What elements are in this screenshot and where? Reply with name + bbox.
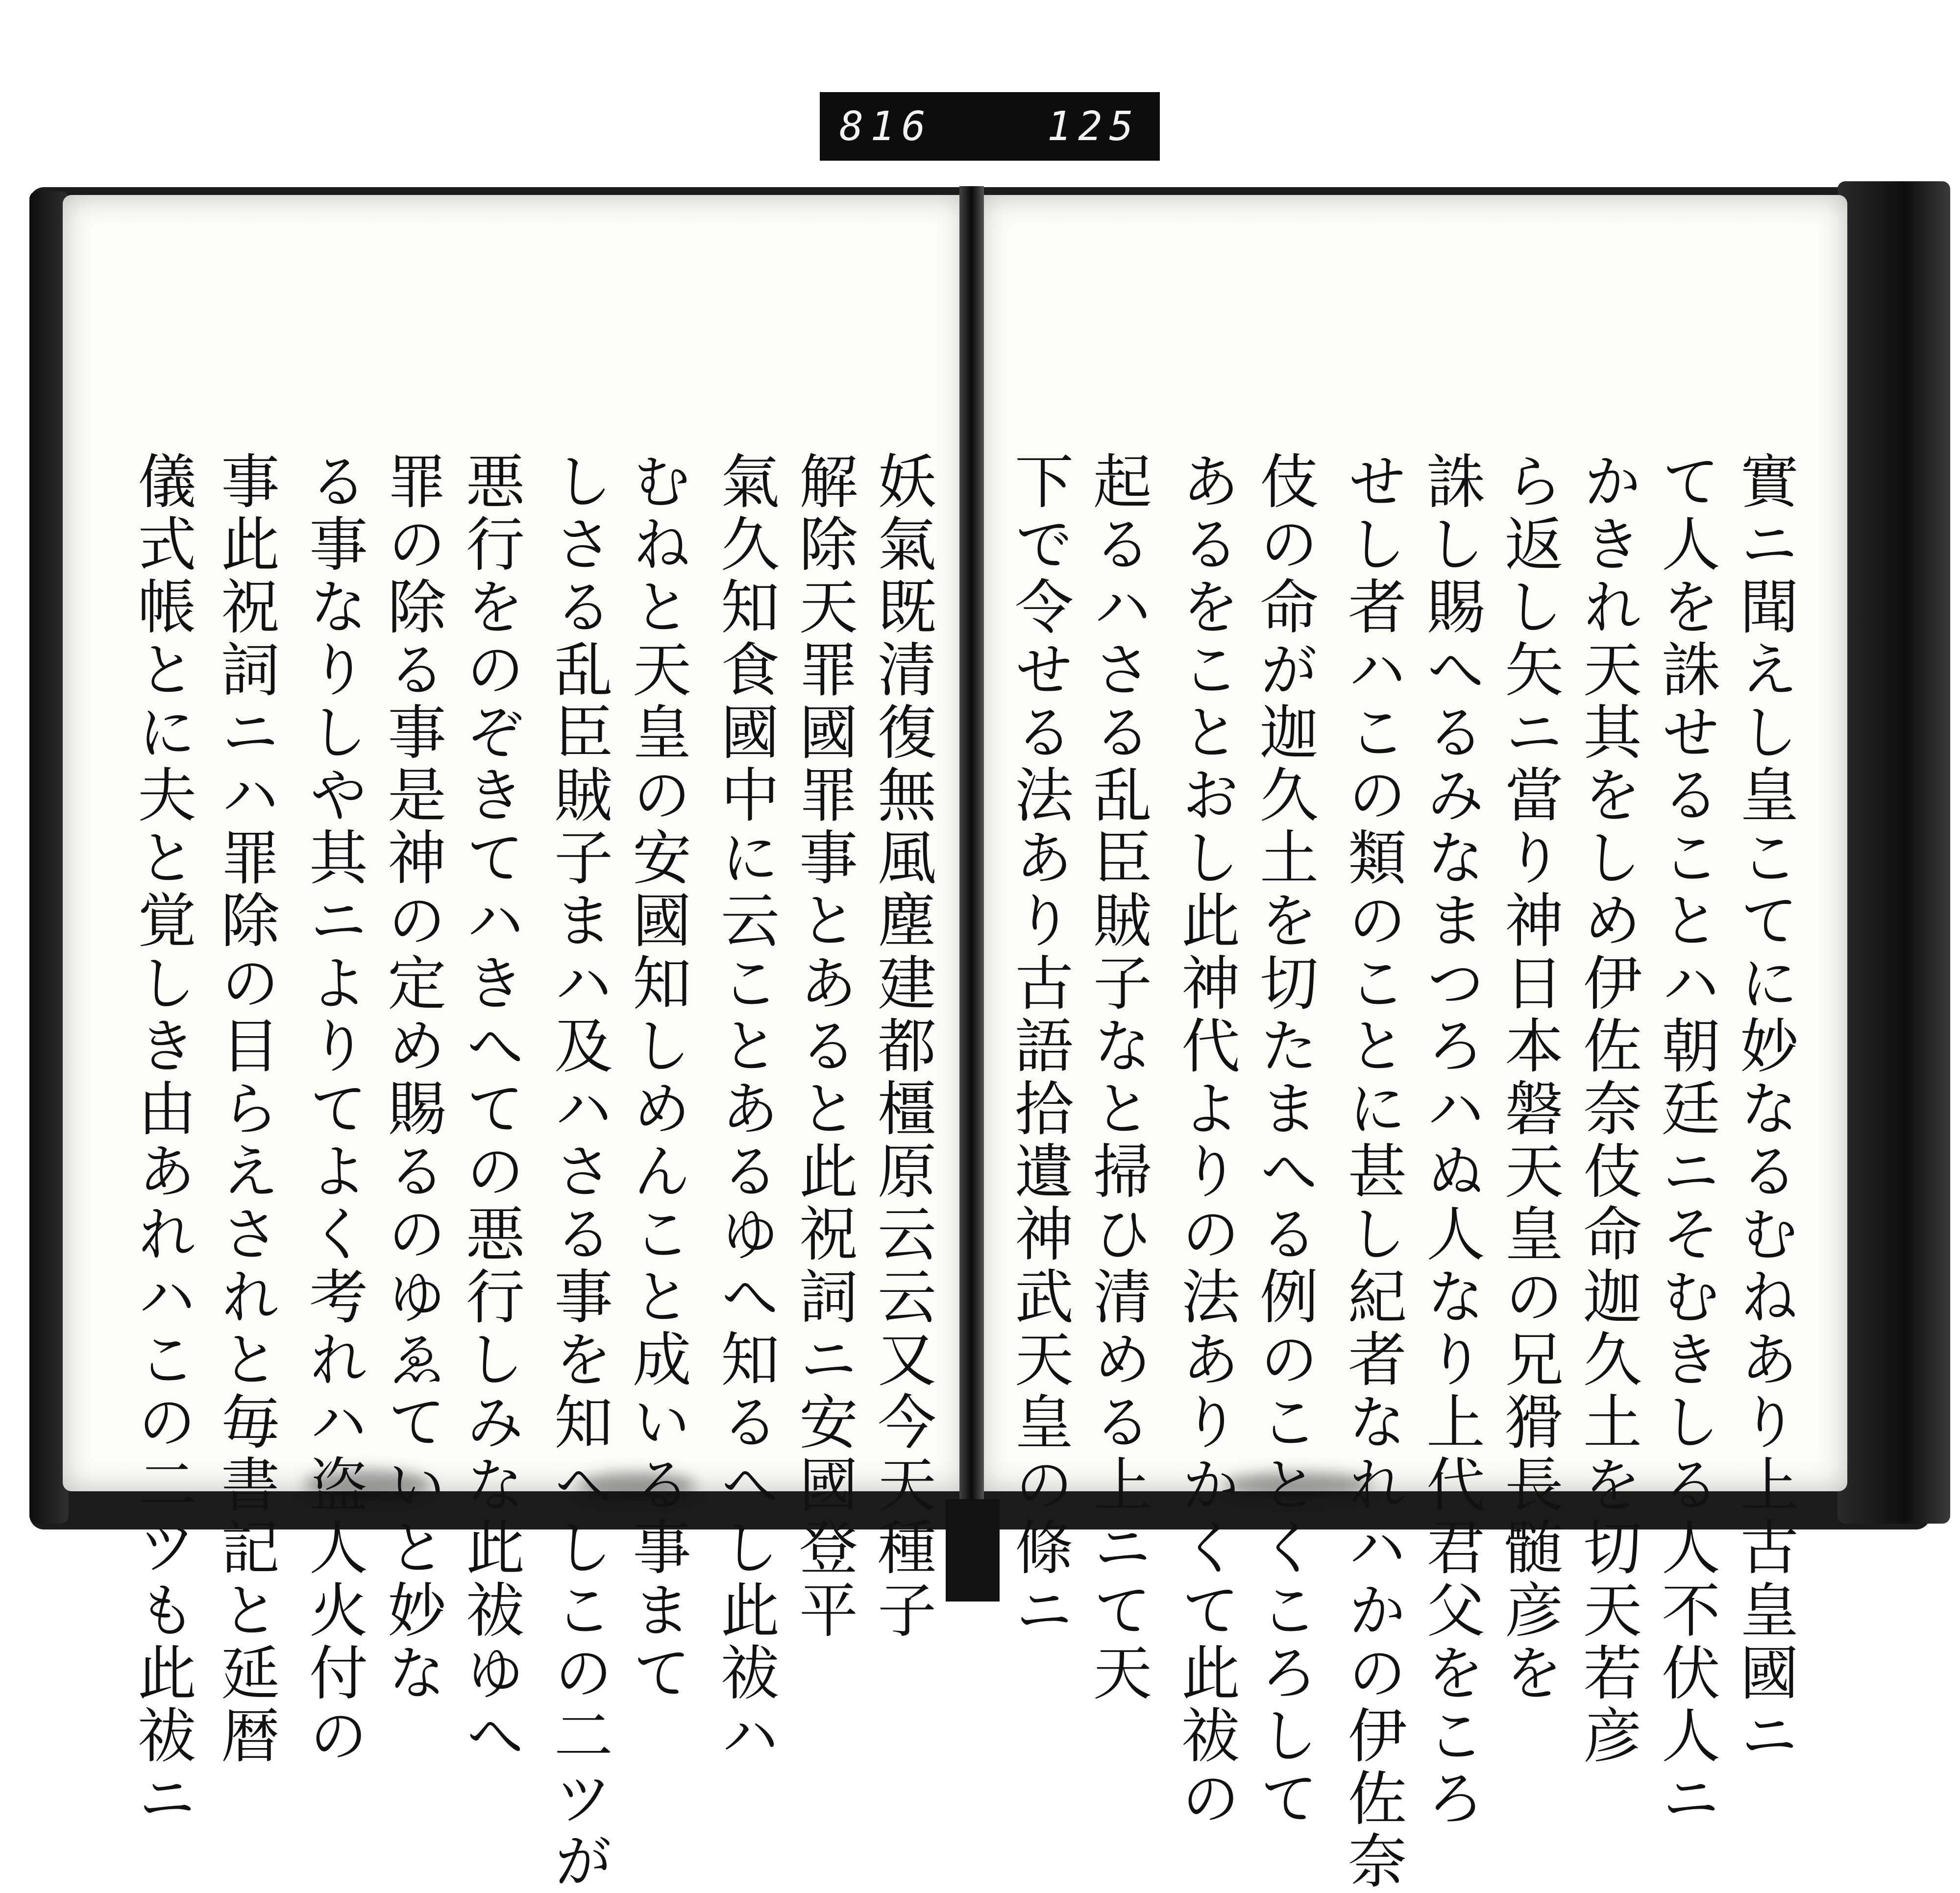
text-column: 事此祝詞ニハ罪除の目らえされと毎書記と延暦 bbox=[211, 451, 279, 1768]
text-column: せし者ハこの類のことに甚し紀者なれハかの伊佐奈 bbox=[1338, 451, 1406, 1893]
binding-strip bbox=[946, 1499, 1000, 1602]
text-column: 氣久知食國中に云ことあるゆへ知るへし此祓ハ bbox=[711, 451, 779, 1768]
text-column: あるをことおし此神代よりの法ありかくて此祓の bbox=[1172, 451, 1240, 1830]
frame-number-right: 125 bbox=[1047, 103, 1140, 150]
text-column: 起るハさる乱臣賊子なと掃ひ清める上ニて天 bbox=[1083, 451, 1152, 1705]
text-column: 妖氣既清復無風塵建都橿原云云又今天種子 bbox=[868, 451, 936, 1642]
text-column: 儀式帳とに夫と覚しき由あれハこの二ツも此祓ニ bbox=[128, 451, 196, 1830]
text-column: ら返し矢ニ當り神日本磐天皇の兄猾長髄彦を bbox=[1495, 451, 1563, 1705]
text-column: 伎の命が迦久土を切たまへる例のことくころして bbox=[1250, 451, 1318, 1830]
book-edge-right bbox=[1838, 181, 1950, 1524]
text-column: る事なりしや其ニよりてよく考れハ盗人火付の bbox=[299, 451, 368, 1768]
text-column: 罪の除る事是神の定め賜るのゆゑていと妙な bbox=[378, 451, 446, 1705]
text-column: 下で令せる法あり古語拾遺神武天皇の條ニ bbox=[1005, 451, 1073, 1642]
book-gutter bbox=[959, 186, 984, 1548]
text-column: かきれ天其をしめ伊佐奈伎命迦久土を切天若彦 bbox=[1573, 451, 1642, 1768]
frame-label bbox=[820, 92, 1160, 161]
frame-number-left: 816 bbox=[839, 103, 933, 150]
text-column: 實ニ聞えし皇こてに妙なるむねあり上古皇國ニ bbox=[1730, 451, 1798, 1768]
text-column: 悪行をのぞきてハきへての悪行しみな此祓ゆへ bbox=[456, 451, 524, 1768]
text-column: 誅し賜へるみなまつろハぬ人なり上代君父をころ bbox=[1417, 451, 1485, 1830]
text-column: しさる乱臣賊子まハ及ハさる事を知へしこの二ツが bbox=[544, 451, 612, 1893]
text-column: 解除天罪國罪事とあると此祝詞ニ安國登平 bbox=[789, 451, 858, 1642]
text-column: むねと天皇の安國知しめんこと成いる事まて bbox=[623, 451, 691, 1705]
text-column: て人を誅せることハ朝廷ニそむきしる人不伏人ニ bbox=[1652, 451, 1720, 1830]
